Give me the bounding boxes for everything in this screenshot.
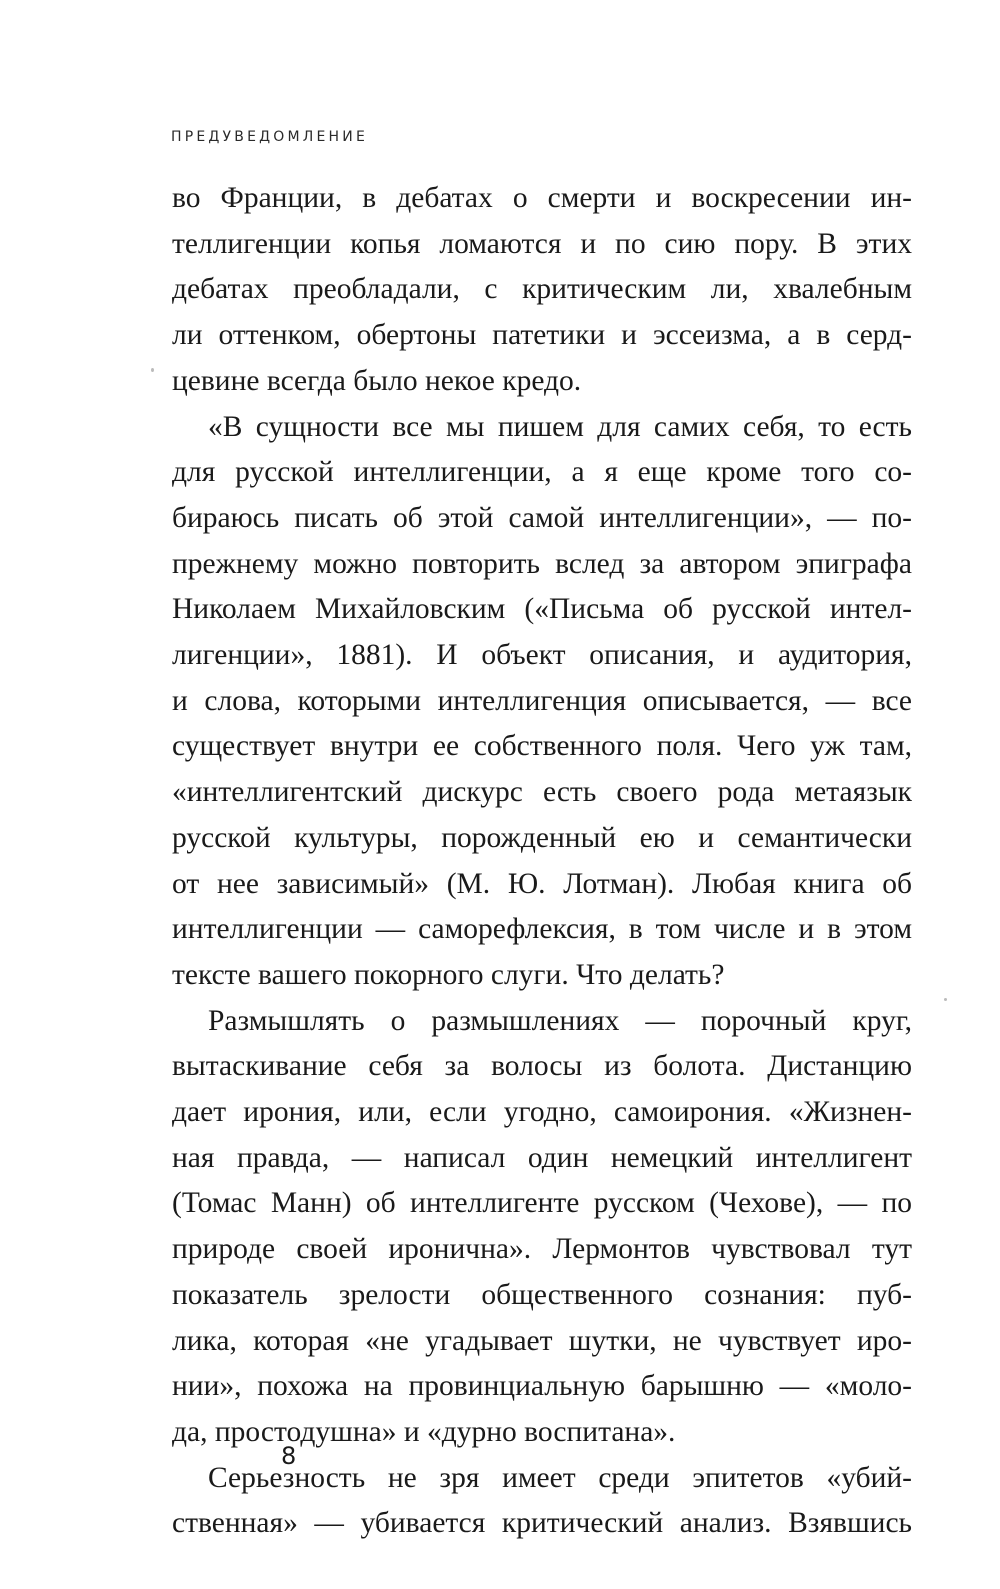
- scan-speck: [151, 368, 154, 372]
- text-line: существует внутри ее собственного поля. Чего уж там,: [172, 730, 912, 763]
- text-line: для русской интеллигенции, а я еще кроме того со-: [172, 456, 912, 489]
- scan-speck: [944, 998, 947, 1001]
- text-line: вытаскивание себя за волосы из болота. Дистанцию: [172, 1050, 912, 1083]
- paragraph: [172, 999, 912, 1456]
- text-line: да, простодушна» и «дурно воспитана».: [172, 1415, 676, 1448]
- text-line: (Томас Манн) об интеллигенте русском (Чехове), — по: [172, 1187, 912, 1220]
- text-line: «В сущности все мы пишем для самих себя, то есть: [208, 410, 912, 443]
- text-line: Серьезность не зря имеет среди эпитетов «убий-: [208, 1461, 912, 1494]
- text-line: Размышлять о размышлениях — порочный круг,: [208, 1004, 912, 1037]
- text-line: цевине всегда было некое кредо.: [172, 364, 582, 397]
- text-line: показатель зрелости общественного сознания: пуб-: [172, 1278, 912, 1311]
- text-line: прежнему можно повторить вслед за автором эпиграфа: [172, 547, 912, 580]
- text-line: русской культуры, порожденный ею и семантически: [172, 821, 912, 854]
- text-line: ли оттенком, обертоны патетики и эссеизма, а в серд-: [172, 319, 912, 352]
- text-line: от нее зависимый» (М. Ю. Лотман). Любая книга об: [172, 867, 912, 900]
- paragraph: [172, 176, 912, 405]
- text-line: интеллигенции — саморефлексия, в том числе и в этом: [172, 913, 912, 946]
- text-line: природе своей иронична». Лермонтов чувствовал тут: [172, 1233, 912, 1266]
- text-line: бираюсь писать об этой самой интеллигенции», — по-: [172, 501, 912, 534]
- text-line: теллигенции копья ломаются и по сию пору. В этих: [172, 227, 912, 260]
- text-line: тексте вашего покорного слуги. Что делать?: [172, 958, 725, 991]
- text-line: дает ирония, или, если угодно, самоирония. «Жизнен-: [172, 1096, 912, 1129]
- text-line: и слова, которыми интеллигенция описывается, — все: [172, 684, 912, 717]
- text-line: Николаем Михайловским («Письма об русской интел-: [172, 593, 912, 626]
- text-line: «интеллигентский дискурс есть своего рода метаязык: [172, 776, 912, 809]
- text-line: ственная» — убивается критический анализ. Взявшись: [172, 1507, 912, 1540]
- paragraph: [172, 405, 912, 999]
- page-number: 8: [281, 1442, 297, 1470]
- text-line: лигенции», 1881). И объект описания, и аудитория,: [172, 639, 912, 672]
- running-head: ПРЕДУВЕДОМЛЕНИЕ: [171, 129, 368, 145]
- text-line: лика, которая «не угадывает шутки, не чувствует иро-: [172, 1324, 912, 1357]
- text-line: во Франции, в дебатах о смерти и воскресении ин-: [172, 182, 912, 214]
- text-line: нии», похожа на провинциальную барышню — «моло-: [172, 1370, 912, 1403]
- body-text: [172, 176, 912, 1547]
- text-line: дебатах преобладали, с критическим ли, хвалебным: [172, 273, 912, 306]
- text-line: ная правда, — написал один немецкий интеллигент: [172, 1141, 912, 1174]
